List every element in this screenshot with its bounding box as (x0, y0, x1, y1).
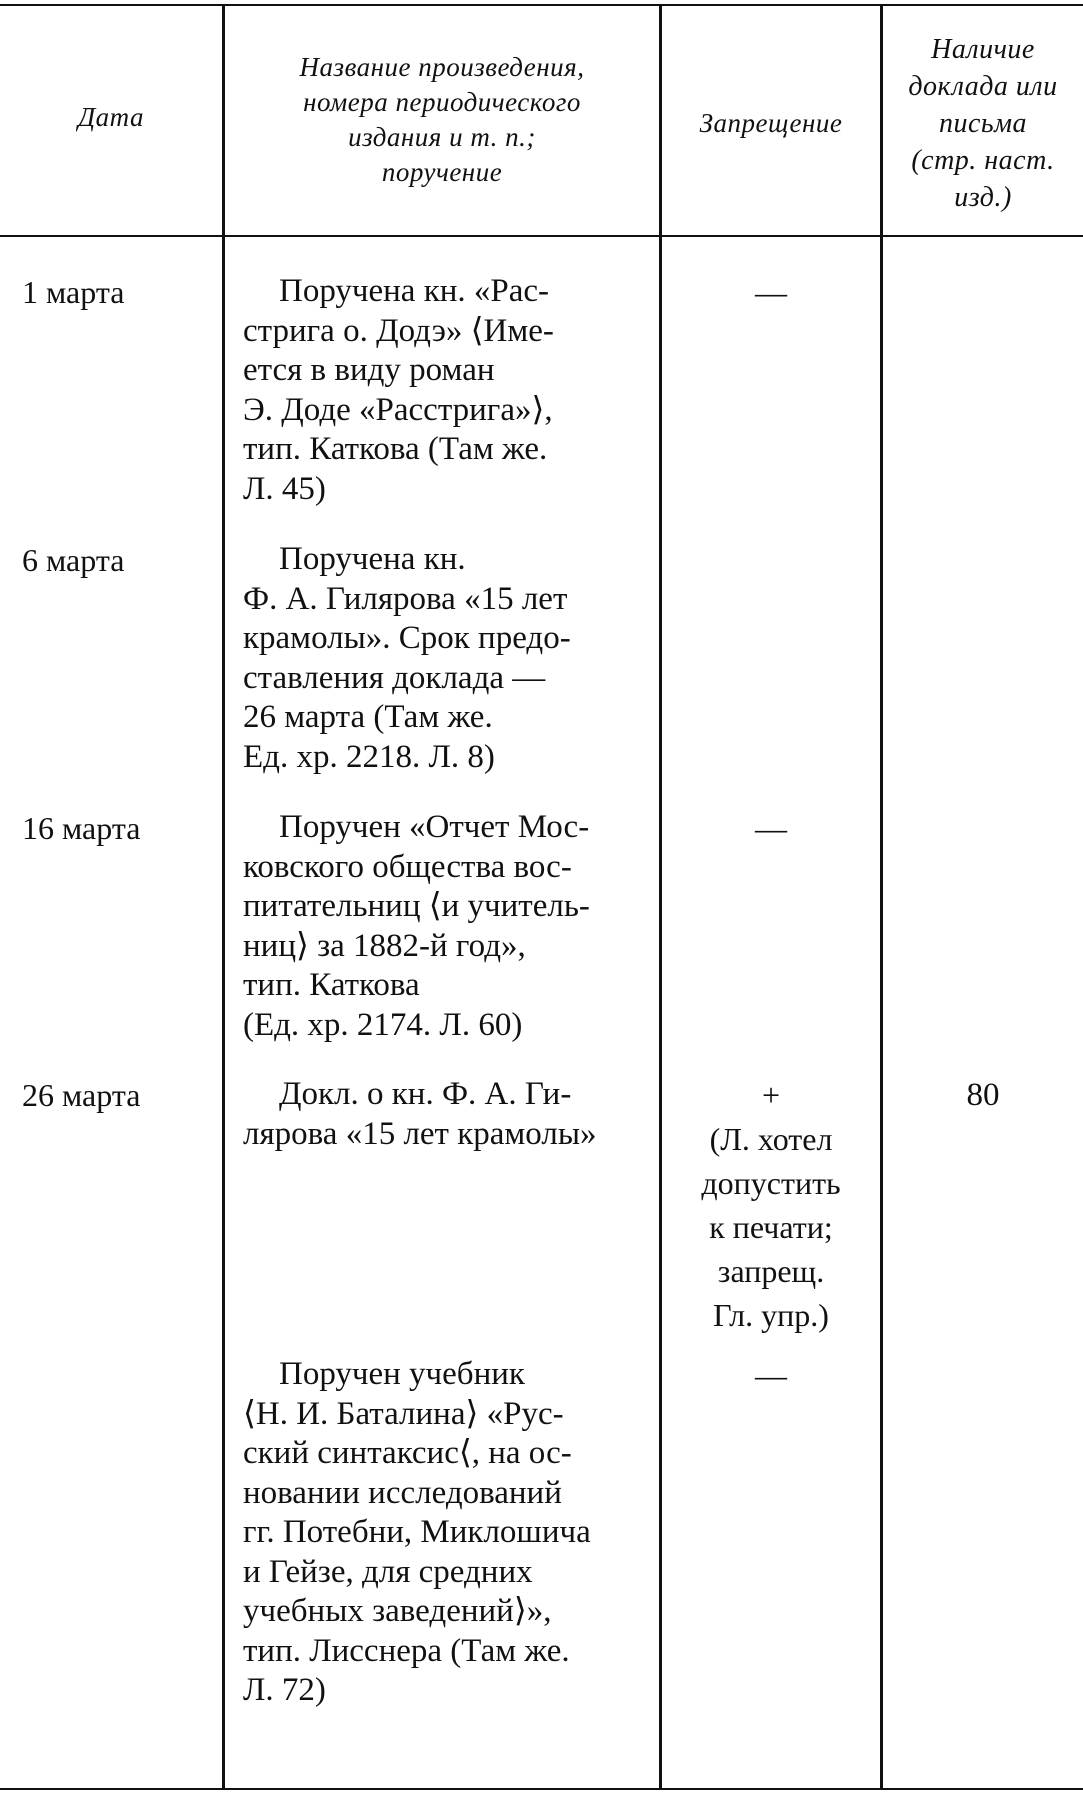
text-line: издания и т. п.; (348, 122, 536, 152)
text-line: номера периодического (303, 87, 581, 117)
text-line: Ф. А. Гилярова «15 лет (243, 580, 568, 617)
text-line: стрига о. Додэ» ⟨Име- (243, 312, 554, 349)
text-line: — (755, 810, 787, 846)
text-line: 26 марта (Там же. (243, 699, 493, 735)
row-work-entry (243, 540, 663, 777)
text-line: ⟨Н. И. Баталина⟩ «Рус- (243, 1395, 564, 1432)
text-line: — (755, 1357, 787, 1393)
row-date: 6 марта (22, 542, 125, 578)
text-line: поручение (381, 157, 503, 187)
header-report (883, 31, 1083, 216)
text-line: гг. Потебни, Миклошича (243, 1514, 591, 1550)
text-line: доклада или (908, 71, 1058, 102)
row-work-entry (243, 1355, 663, 1711)
text-line: Поручен учебник (279, 1356, 525, 1392)
text-line: ется в виду роман (243, 352, 495, 388)
row-work-entry (243, 272, 663, 509)
text-line: допустить (701, 1165, 841, 1201)
text-line: Э. Доде «Расстрига»⟩, (243, 391, 553, 428)
row-date: 26 марта (22, 1077, 141, 1113)
header-work-title (225, 50, 659, 190)
text-line: Поручена кн. «Рас- (279, 273, 550, 309)
text-line: ставления доклада — (243, 659, 546, 696)
column-divider-1 (222, 4, 225, 1790)
text-line: Запрещение (699, 108, 843, 138)
text-line: учебных заведений⟩», (243, 1593, 552, 1629)
text-line: Ед. хр. 2218. Л. 8) (243, 738, 495, 775)
text-line: тип. Каткова (243, 967, 420, 1003)
text-line: (Л. хотел (709, 1121, 833, 1157)
header-date (0, 100, 222, 135)
header-ban (662, 106, 880, 141)
text-line: — (755, 274, 787, 310)
row-ban-status (662, 1353, 880, 1397)
text-line: ковского общества вос- (243, 848, 572, 885)
text-line: ский синтаксис⟨, на ос- (243, 1435, 572, 1471)
header-separator (0, 235, 1083, 237)
text-line: лярова «15 лет крамолы» (243, 1115, 597, 1152)
text-line: крамолы». Срок предо- (243, 620, 571, 656)
text-line: Гл. упр.) (713, 1297, 829, 1333)
text-line: к печати; (709, 1209, 833, 1245)
text-line: Докл. о кн. Ф. А. Ги- (279, 1076, 572, 1112)
text-line: Л. 45) (243, 470, 326, 507)
text-line: запрещ. (717, 1253, 825, 1289)
text-line: изд.) (954, 182, 1012, 213)
row-ban-status (662, 270, 880, 314)
table-bottom-border (0, 1788, 1083, 1790)
text-line: (стр. наст. (911, 145, 1055, 176)
column-divider-3 (880, 4, 883, 1790)
text-line: Поручена кн. (279, 541, 466, 577)
text-line: ниц⟩ за 1882-й год», (243, 927, 526, 964)
row-work-entry (243, 1075, 663, 1154)
text-line: тип. Каткова (Там же. (243, 431, 548, 467)
text-line: Л. 72) (243, 1672, 326, 1708)
text-line: (Ед. хр. 2174. Л. 60) (243, 1006, 523, 1043)
text-line: питательниц ⟨и учитель- (243, 888, 590, 924)
row-ban-status (662, 1073, 880, 1337)
row-date: 16 марта (22, 810, 141, 846)
text-line: и Гейзе, для средних (243, 1553, 533, 1590)
text-line: Наличие (931, 34, 1035, 65)
row-report-page: 80 (966, 1077, 1000, 1113)
text-line: новании исследований (243, 1474, 562, 1511)
row-ban-status (662, 806, 880, 850)
text-line: Поручен «Отчет Мос- (279, 809, 590, 845)
table-top-border (0, 4, 1083, 6)
row-date: 1 марта (22, 274, 125, 310)
row-work-entry (243, 808, 663, 1045)
text-line: Дата (77, 102, 144, 132)
text-line: Название произведения, (299, 52, 585, 82)
text-line: + (761, 1077, 781, 1113)
text-line: тип. Лисснера (Там же. (243, 1632, 570, 1669)
text-line: письма (938, 108, 1028, 139)
